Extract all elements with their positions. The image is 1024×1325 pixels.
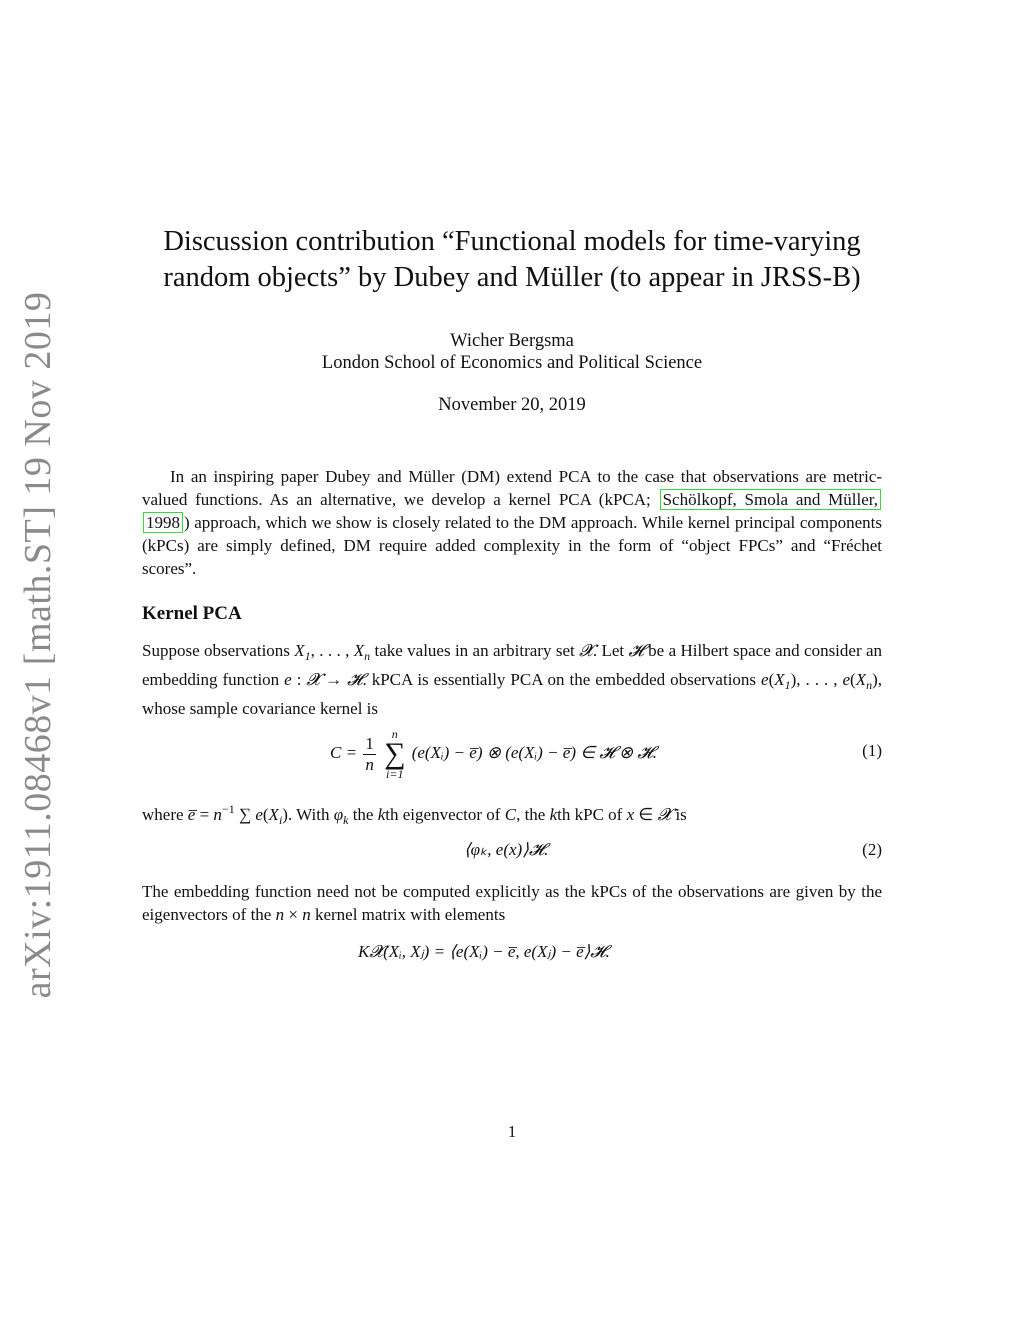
- citation-link-year[interactable]: 1998: [143, 512, 183, 533]
- equation-2: [142, 840, 882, 864]
- author-name: Wicher Bergsma: [450, 331, 574, 351]
- title-line-2: random objects” by Dubey and Müller (to appear in JRSS-B): [163, 262, 861, 293]
- paragraph-eigenvector: where e̅ = $n^{-1}$ ∑ $e(X_i)$. With $\varphi_k$ the kth eigenvector of C, the kth kPC of x ∈ 𝓧 is: [142, 802, 687, 827]
- p1-text-3: . Let: [592, 641, 629, 660]
- abstract-text-1: In an inspiring paper Dubey and Müller (DM) extend PCA to the case that observations are metric-valued functions. As an alternative, we develop a kernel PCA (kPCA;: [142, 467, 882, 509]
- section-heading-kernel-pca: Kernel PCA: [142, 603, 242, 624]
- sum-symbol: ∑: [384, 737, 406, 770]
- arxiv-stamp: [8, 291, 68, 999]
- p2-text-4: th eigenvector of: [385, 805, 505, 824]
- arxiv-stamp-text: arXiv:1911.08468v1 [math.ST] 19 Nov 2019: [17, 291, 59, 999]
- p1-text-4: be a Hilbert space and consider an embedding function: [142, 641, 883, 689]
- eq1-expression: (e(Xᵢ) − e̅) ⊗ (e(Xᵢ) − e̅) ∈ 𝓗 ⊗ 𝓗.: [411, 742, 657, 762]
- eq1-sum: [384, 728, 405, 780]
- p2-text-5: , the: [516, 805, 550, 824]
- paragraph-observations: Suppose observations $X_1$, . . . , $X_n$ take values in an arbitrary set 𝓧. Let 𝓗 be a Hilbert space and consider an embedding function e : 𝓧 → 𝓗. kPCA is essentially PCA on the embedded observations $e(X_1)$, . . . , $e(X_n)$, whose sample covariance kernel is: [142, 641, 883, 718]
- p2-text-7: is: [671, 805, 687, 824]
- p1-text-1: Suppose observations: [142, 641, 295, 660]
- eq1-sum-top: n: [391, 727, 398, 741]
- equation-1-number: (1): [862, 741, 882, 760]
- equation-2-number: (2): [862, 840, 882, 859]
- eq1-frac-num: 1: [365, 733, 374, 753]
- equation-1: [142, 728, 882, 780]
- eq1-fraction: [363, 734, 376, 775]
- p3-text-2: kernel matrix with elements: [310, 905, 506, 924]
- equation-1-body: [330, 728, 657, 780]
- equation-3: [142, 942, 882, 968]
- title-line-1: Discussion contribution “Functional models for time-varying: [163, 226, 861, 257]
- p2-text-2: . With: [287, 805, 334, 824]
- p2-text-6: th kPC of: [557, 805, 627, 824]
- citation-link-authors[interactable]: Schölkopf, Smola and Müller,: [660, 489, 881, 510]
- paper-date: November 20, 2019: [438, 395, 586, 415]
- equation-2-body: ⟨φₖ, e(x)⟩𝓗.: [464, 840, 549, 859]
- p1-text-6: , whose sample covariance kernel is: [142, 670, 882, 718]
- abstract-paragraph: [142, 465, 882, 580]
- p1-text-5: . kPCA is essentially PCA on the embedded observations: [362, 670, 762, 689]
- p1-text-2: take values in an arbitrary set: [370, 641, 580, 660]
- eq1-sum-bottom: i=1: [386, 767, 404, 781]
- paper-title: [130, 224, 894, 296]
- p3-text-1: The embedding function need not be computed explicitly as the kPCs of the observations are given by the eigenvectors of the: [142, 882, 882, 924]
- equation-3-body: K𝓧(Xᵢ, Xⱼ) = ⟨e(Xᵢ) − e̅, e(Xⱼ) − e̅⟩𝓗.: [358, 942, 610, 961]
- author-affiliation: London School of Economics and Political Science: [321, 353, 703, 373]
- abstract-text-2: ) approach, which we show is closely related to the DM approach. While kernel principal components (kPCs) are simply defined, DM require added complexity in the form of “object FPCs” and “Fréchet scores”.: [142, 513, 882, 578]
- p2-text-3: the: [348, 805, 378, 824]
- page-number: 1: [507, 1122, 517, 1141]
- eq1-frac-den: n: [365, 754, 374, 774]
- eq1-lhs: C =: [330, 742, 358, 762]
- paragraph-kernel-matrix: The embedding function need not be computed explicitly as the kPCs of the observations are given by the eigenvectors of the n × n kernel matrix with elements: [142, 882, 882, 924]
- p2-text-1: where: [142, 805, 188, 824]
